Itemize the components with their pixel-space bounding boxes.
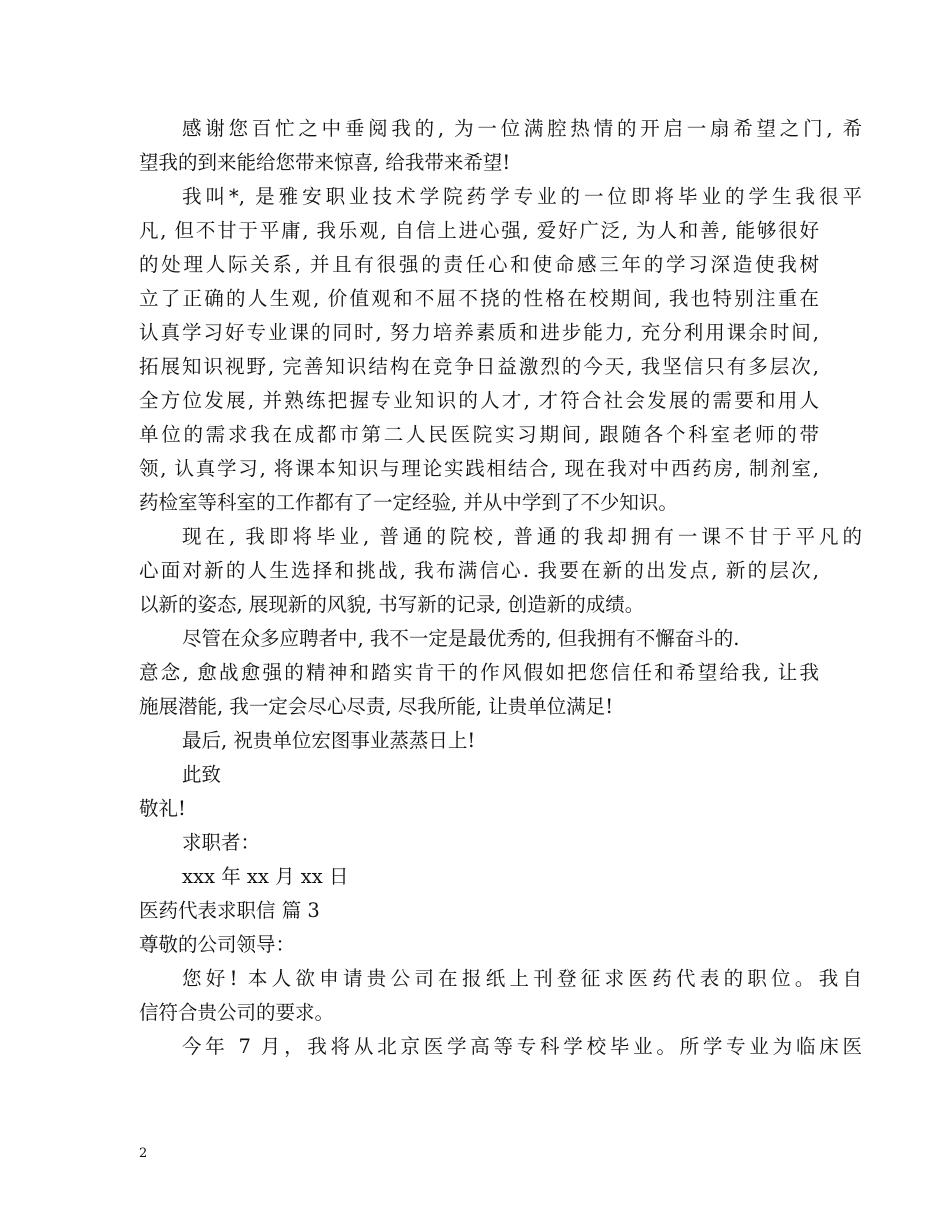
- section-heading: 医药代表求职信 篇 3: [139, 899, 320, 922]
- text-line: 以新的姿态, 展现新的风貌, 书写新的记录, 创造新的成绩。: [139, 593, 645, 616]
- text-line: 拓展知识视野, 完善知识结构在竞争日益激烈的今天, 我坚信只有多层次,: [139, 355, 819, 378]
- text-line: 现在, 我即将毕业, 普通的院校, 普通的我却拥有一课不甘于平凡的: [182, 525, 862, 548]
- closing-line: 此致: [182, 763, 222, 786]
- applicant-line: 求职者：: [182, 831, 261, 854]
- salutation-line: 敬礼!: [139, 797, 186, 820]
- text-line: 领, 认真学习, 将课本知识与理论实践相结合, 现在我对中西药房, 制剂室,: [139, 457, 819, 480]
- date-line: xxx 年 xx 月 xx 日: [182, 865, 349, 888]
- text-line: 我叫*, 是雅安职业技术学院药学专业的一位即将毕业的学生我很平: [182, 185, 862, 208]
- text-line: 立了正确的人生观, 价值观和不屈不挠的性格在校期间, 我也特别注重在: [139, 287, 819, 310]
- text-line: 认真学习好专业课的同时, 努力培养素质和进步能力, 充分利用课余时间,: [139, 321, 819, 344]
- text-line: 施展潜能, 我一定会尽心尽责, 尽我所能, 让贵单位满足!: [139, 695, 614, 718]
- text-line: 尽管在众多应聘者中, 我不一定是最优秀的, 但我拥有不懈奋斗的.: [182, 627, 740, 650]
- text-line: 的处理人际关系, 并且有很强的责任心和使命感三年的学习深造使我树: [139, 253, 819, 276]
- text-line: 意念, 愈战愈强的精神和踏实肯干的作风假如把您信任和希望给我, 让我: [139, 661, 819, 684]
- text-line: 您好! 本人欲申请贵公司在报纸上刊登征求医药代表的职位。我自: [182, 967, 862, 990]
- text-line: 全方位发展, 并熟练把握专业知识的人才, 才符合社会发展的需要和用人: [139, 389, 819, 412]
- text-line: 望我的到来能给您带来惊喜, 给我带来希望!: [139, 151, 511, 174]
- text-line: 心面对新的人生选择和挑战, 我布满信心. 我要在新的出发点, 新的层次,: [139, 559, 819, 582]
- text-line: 单位的需求我在成都市第二人民医院实习期间, 跟随各个科室老师的带: [139, 423, 819, 446]
- greeting-line: 尊敬的公司领导：: [139, 933, 296, 956]
- text-line: 感谢您百忙之中垂阅我的, 为一位满腔热情的开启一扇希望之门, 希: [182, 117, 862, 140]
- page-number: 2: [139, 1146, 148, 1161]
- text-line: 凡, 但不甘于平庸, 我乐观, 自信上进心强, 爱好广泛, 为人和善, 能够很好: [139, 219, 819, 242]
- text-line: 药检室等科室的工作都有了一定经验, 并从中学到了不少知识。: [139, 491, 678, 514]
- text-line: 今年 7 月，我将从北京医学高等专科学校毕业。所学专业为临床医: [182, 1035, 862, 1058]
- text-line: 信符合贵公司的要求。: [139, 1001, 335, 1024]
- text-line: 最后, 祝贵单位宏图事业蒸蒸日上!: [182, 729, 476, 752]
- document-body: [139, 112, 862, 1064]
